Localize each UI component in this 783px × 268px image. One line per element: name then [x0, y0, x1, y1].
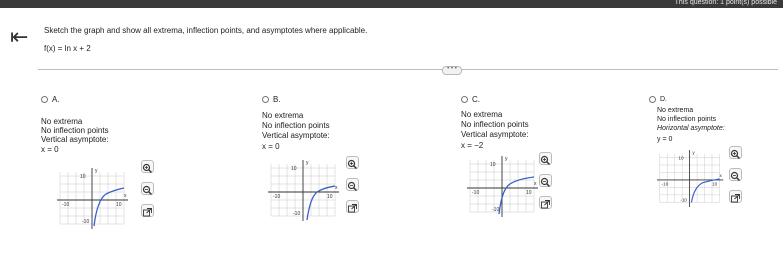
option-b-graph[interactable] [267, 158, 342, 224]
divider [38, 69, 778, 70]
zoom-out-icon[interactable] [346, 178, 359, 191]
a-xmin-label: -10 [62, 202, 70, 208]
option-b-inflection: No inflection points [262, 121, 330, 130]
c-xmin-label: -10 [472, 190, 480, 196]
option-c-extrema: No extrema [461, 110, 503, 119]
c-y-axis-label: y [505, 156, 508, 162]
option-a-asymptote-value: x = 0 [41, 145, 59, 154]
option-a-radio[interactable] [41, 96, 48, 103]
zoom-out-icon[interactable] [729, 168, 742, 181]
option-d-graph[interactable] [656, 148, 726, 210]
option-c-radio[interactable] [461, 96, 468, 103]
option-d-asymptote-value: y = 0 [657, 136, 673, 143]
option-a-letter: A. [52, 95, 60, 104]
option-b-radio[interactable] [262, 96, 269, 103]
a-ymin-label: -10 [82, 219, 90, 225]
option-a-inflection: No inflection points [41, 126, 109, 135]
option-d-radio[interactable] [649, 96, 656, 103]
option-d-extrema: No extrema [657, 107, 694, 114]
zoom-in-icon[interactable] [141, 160, 154, 173]
a-x-axis-label: x [124, 193, 127, 199]
d-xmax-label: 10 [712, 181, 718, 187]
b-y-axis-label: y [306, 160, 309, 166]
option-d-letter: D. [660, 96, 667, 103]
b-xmax-label: 10 [327, 194, 333, 200]
zoom-out-icon[interactable] [539, 174, 552, 187]
b-ymax-label: 10 [291, 166, 297, 172]
option-b-asymptote-label: Vertical asymptote: [262, 131, 330, 140]
option-d-inflection: No inflection points [657, 116, 717, 123]
collapse-back-icon[interactable]: ⇤ [10, 24, 29, 49]
zoom-in-icon[interactable] [729, 146, 742, 159]
question-prompt: Sketch the graph and show all extrema, inflection points, and asymptotes where applicable. [44, 26, 368, 35]
b-xmin-label: -10 [273, 194, 281, 200]
top-bar [0, 0, 783, 8]
d-y-axis-label: y [692, 149, 695, 155]
option-c-asymptote-value: x = −2 [461, 141, 484, 150]
new-window-icon[interactable] [729, 190, 742, 203]
a-xmax-label: 10 [116, 202, 122, 208]
new-window-icon[interactable] [539, 196, 552, 209]
c-ymin-label: -10 [492, 207, 500, 213]
d-ymin-label: -10 [680, 197, 688, 203]
new-window-icon[interactable] [141, 204, 154, 217]
c-xmax-label: 10 [526, 190, 532, 196]
zoom-out-icon[interactable] [141, 182, 154, 195]
b-x-axis-label: x [335, 185, 338, 191]
a-y-axis-label: y [95, 168, 98, 174]
option-a-extrema: No extrema [41, 117, 83, 126]
more-button[interactable]: • • • [442, 66, 462, 75]
option-c-asymptote-label: Vertical asymptote: [461, 130, 529, 139]
option-a-asymptote-label: Vertical asymptote: [41, 135, 109, 144]
option-c-graph[interactable] [466, 154, 541, 220]
option-d-asymptote-label: Horizontal asymptote: [657, 125, 725, 132]
a-ymax-label: 10 [80, 174, 86, 180]
option-c-inflection: No inflection points [461, 120, 529, 129]
zoom-in-icon[interactable] [346, 156, 359, 169]
function-expression: f(x) = ln x + 2 [44, 44, 91, 53]
new-window-icon[interactable] [346, 200, 359, 213]
d-ymax-label: 10 [678, 155, 684, 161]
c-ymax-label: 10 [490, 162, 496, 168]
zoom-in-icon[interactable] [539, 152, 552, 165]
b-ymin-label: -10 [293, 211, 301, 217]
option-b-asymptote-value: x = 0 [262, 142, 280, 151]
option-b-extrema: No extrema [262, 111, 304, 120]
option-a-graph[interactable] [56, 166, 131, 232]
c-x-axis-label: x [534, 181, 537, 187]
d-x-axis-label: x [719, 173, 722, 179]
option-b-letter: B. [273, 95, 281, 104]
points-status: This question: 1 point(s) possible [674, 0, 777, 6]
option-c-letter: C. [472, 95, 480, 104]
d-xmin-label: -10 [661, 181, 669, 187]
